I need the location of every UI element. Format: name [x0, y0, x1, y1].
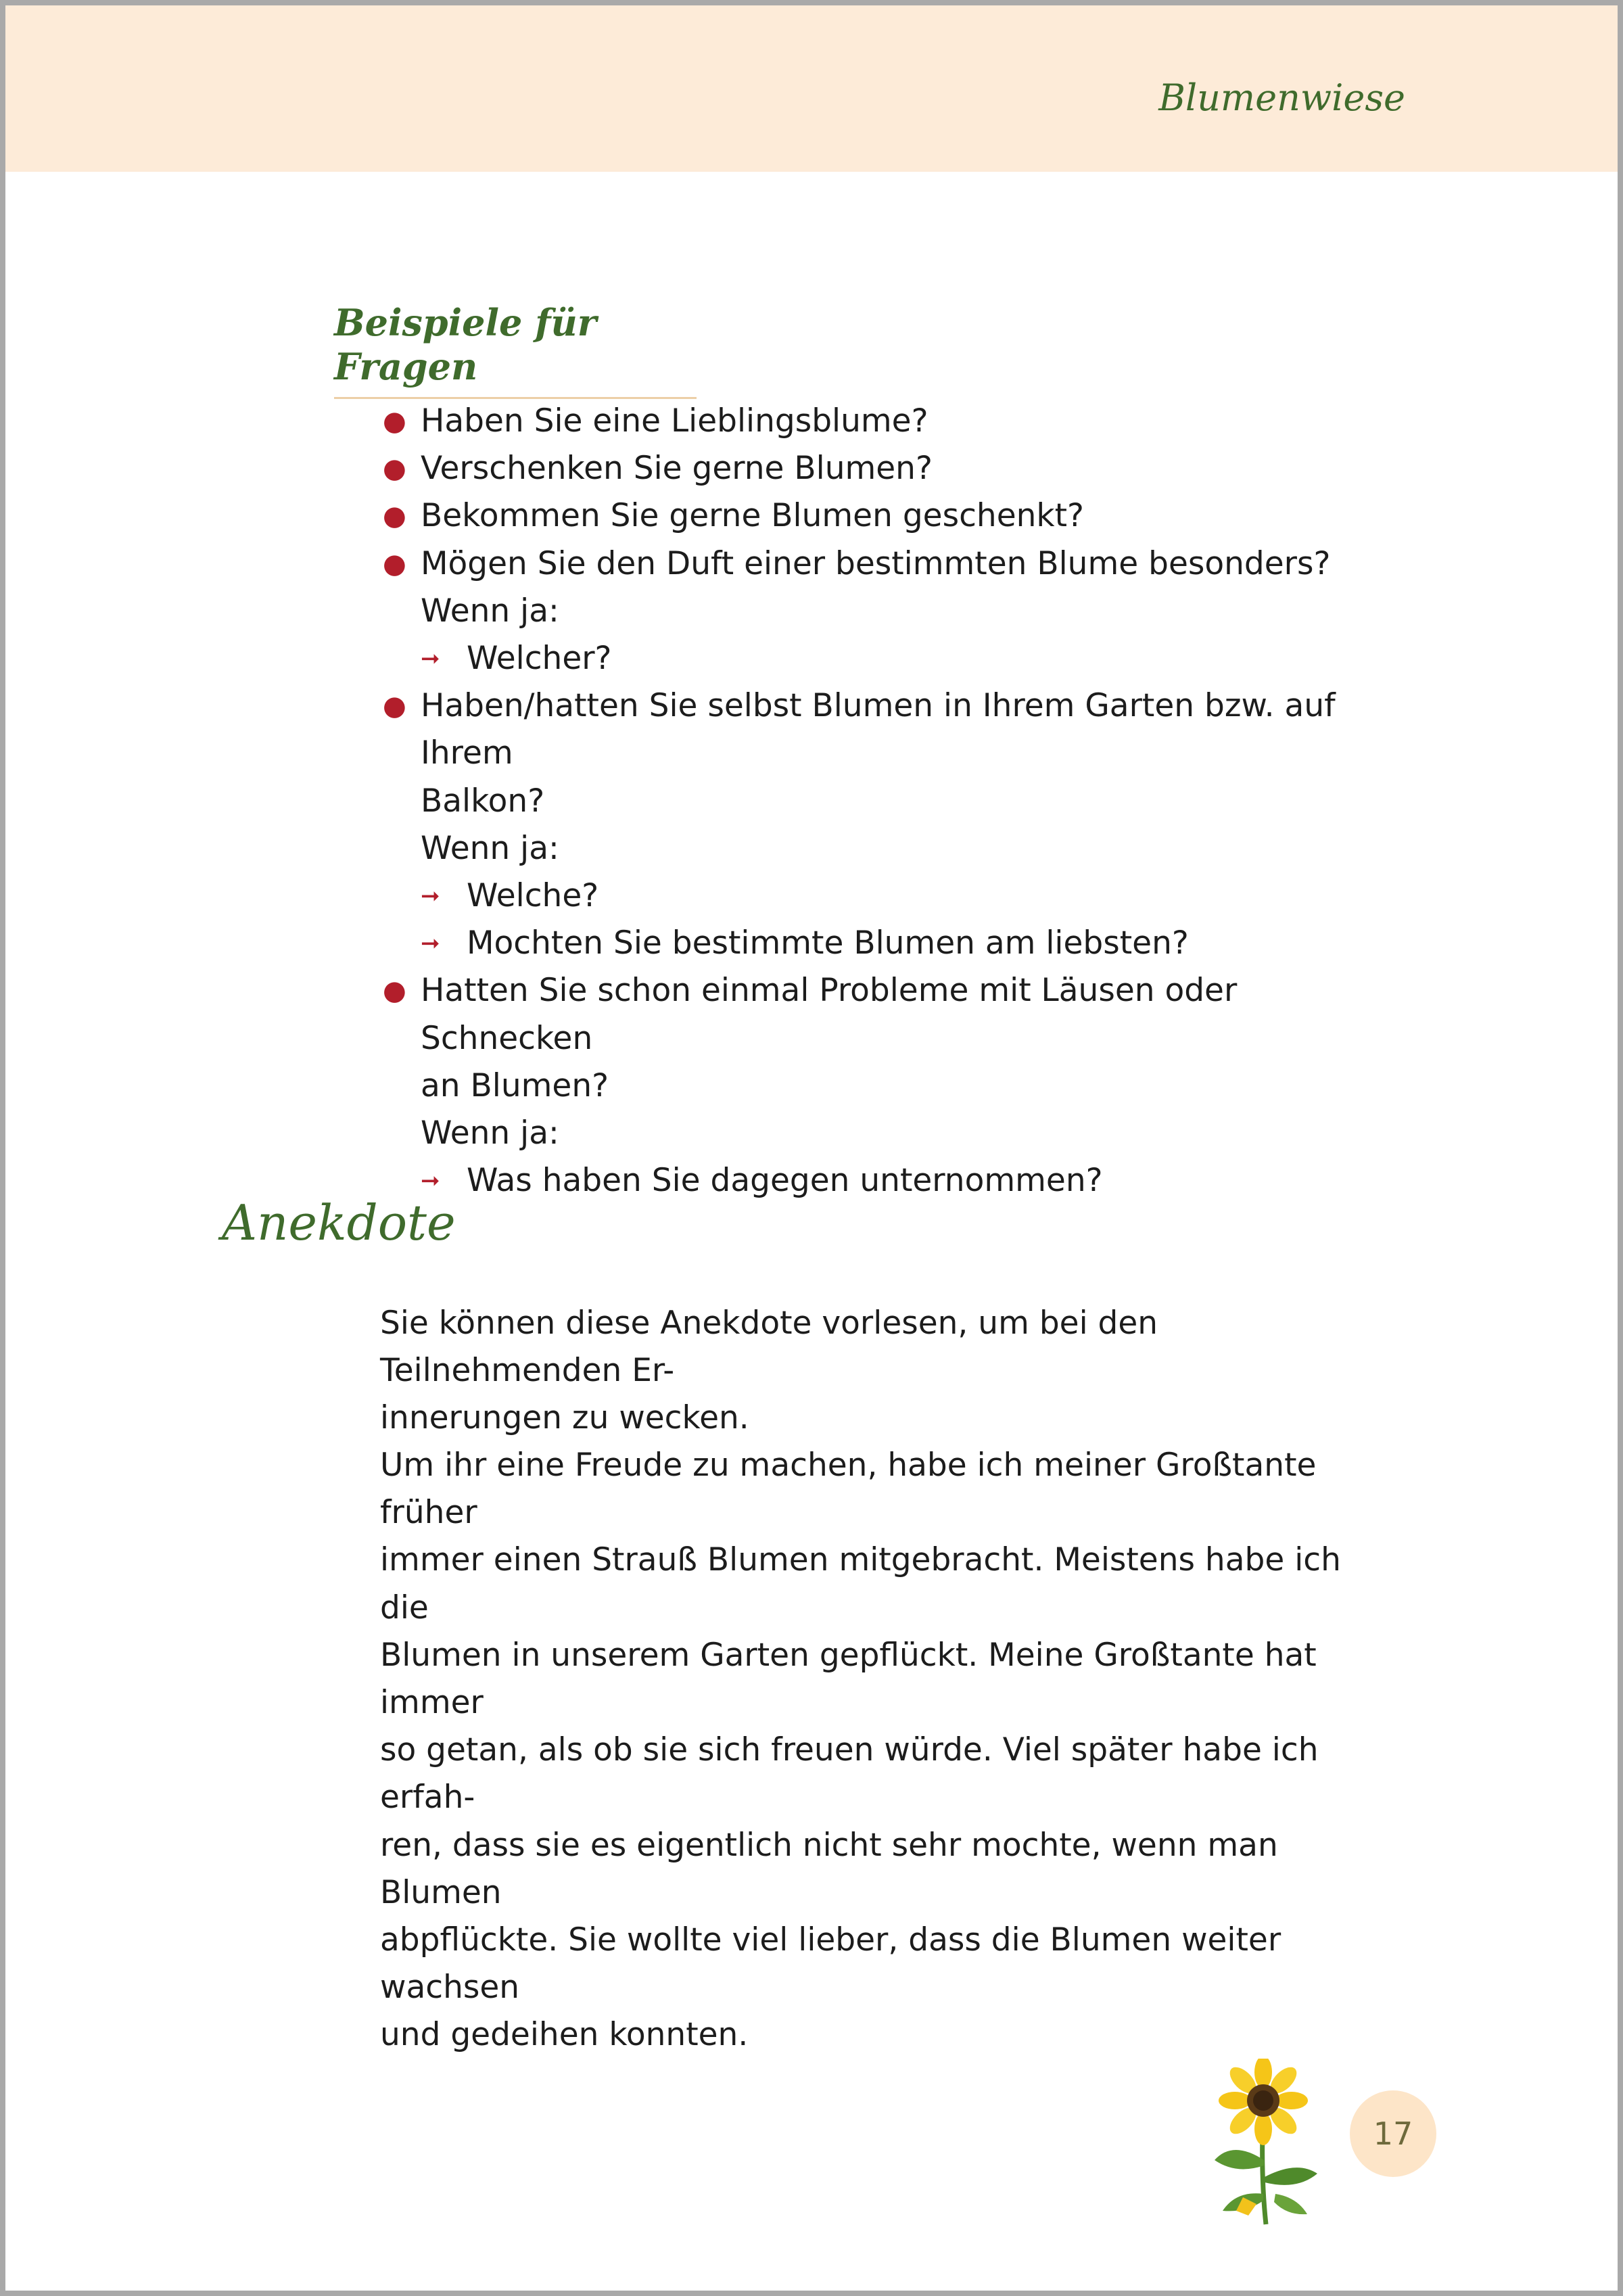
followup-question	[421, 872, 1392, 920]
question-text: Verschenken Sie gerne Blumen?	[421, 450, 933, 488]
page-number-badge	[1350, 2090, 1436, 2177]
question-text: Haben Sie eine Lieblingsblume?	[421, 402, 928, 440]
question-item	[377, 445, 1392, 492]
questions-heading: Beispiele für Fragen	[334, 301, 697, 399]
anecdote-intro	[380, 1300, 1394, 1443]
story-line: Blumen in unserem Garten gepflückt. Meine Großtante hat immer	[380, 1636, 1317, 1722]
running-head-title: Blumenwiese	[1158, 76, 1405, 119]
question-item	[377, 492, 1392, 540]
question-item	[377, 540, 1392, 683]
story-line: ren, dass sie es eigentlich nicht sehr mochte, wenn man Blumen	[380, 1826, 1278, 1911]
story-line: und gedeihen konnten.	[380, 2016, 749, 2054]
arrow-right-icon: ➞	[421, 1167, 440, 1195]
question-text-continued: an Blumen?	[421, 1067, 609, 1104]
question-text: Hatten Sie schon einmal Probleme mit Läusen oder Schnecken	[421, 972, 1238, 1057]
condition-text: Wenn ja:	[421, 1115, 559, 1152]
bullet-icon: ●	[383, 975, 406, 1007]
arrow-right-icon: ➞	[421, 883, 440, 910]
followup-question	[421, 635, 1392, 682]
followup-text: Welcher?	[467, 640, 612, 678]
sunflower-icon	[1196, 2059, 1331, 2228]
question-item	[377, 398, 1392, 445]
followup-question	[421, 920, 1392, 967]
bullet-icon: ●	[383, 548, 406, 580]
intro-line: innerungen zu wecken.	[380, 1399, 749, 1437]
condition-text: Wenn ja:	[421, 829, 559, 867]
arrow-right-icon: ➞	[421, 930, 440, 958]
intro-line: Sie können diese Anekdote vorlesen, um bei den Teilnehmenden Er-	[380, 1305, 1158, 1390]
anecdote-heading: Anekdote	[222, 1194, 456, 1251]
question-item	[377, 967, 1392, 1204]
followup-question	[421, 1157, 1392, 1204]
anecdote-story	[380, 1442, 1394, 2059]
followup-text: Welche?	[467, 877, 599, 915]
question-text: Haben/hatten Sie selbst Blumen in Ihrem Garten bzw. auf Ihrem	[421, 687, 1336, 772]
condition-text: Wenn ja:	[421, 592, 559, 630]
question-text: Mögen Sie den Duft einer bestimmten Blume besonders?	[421, 544, 1331, 582]
followup-text: Was haben Sie dagegen unternommen?	[467, 1162, 1103, 1200]
bullet-icon: ●	[383, 690, 406, 722]
bullet-icon: ●	[383, 500, 406, 532]
bullet-icon: ●	[383, 406, 406, 437]
followup-text: Mochten Sie bestimmte Blumen am liebsten?	[467, 924, 1189, 962]
question-text-continued: Balkon?	[421, 782, 545, 820]
question-text: Bekommen Sie gerne Blumen geschenkt?	[421, 497, 1084, 535]
story-line: so getan, als ob sie sich freuen würde. Viel später habe ich erfah-	[380, 1731, 1319, 1817]
question-item	[377, 682, 1392, 967]
page-number: 17	[1373, 2115, 1413, 2152]
story-line: abpflückte. Sie wollte viel lieber, dass die Blumen weiter wachsen	[380, 1921, 1281, 2007]
story-line: immer einen Strauß Blumen mitgebracht. Meistens habe ich die	[380, 1541, 1341, 1626]
story-line: Um ihr eine Freude zu machen, habe ich meiner Großtante früher	[380, 1447, 1317, 1532]
bullet-icon: ●	[383, 453, 406, 485]
question-list	[377, 398, 1392, 1204]
arrow-right-icon: ➞	[421, 645, 440, 673]
